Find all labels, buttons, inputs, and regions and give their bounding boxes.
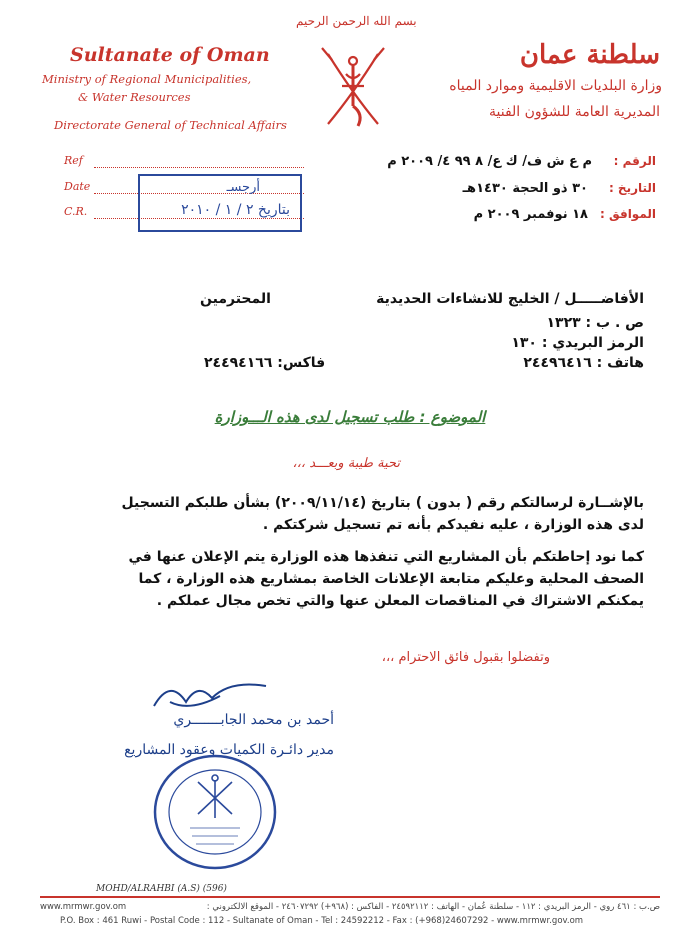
received-stamp [138,174,302,232]
recipient-honorific: المحترمين [200,291,271,307]
recipient-fax: فاكس: ٢٤٤٩٤١٦٦ [204,355,326,371]
footer-initials: MOHD/ALRAHBI (A.S) (596) [96,884,227,894]
signatory-name: أحمد بن محمد الجابـــــــري [173,712,334,728]
ref-label: Ref [64,154,83,167]
letterhead-directorate-ar: المديرية العامة للشؤون الفنية [488,104,660,120]
footer-address-ar: ص.ب : ٤٦١ روي - الرمز البريدي : ١١٢ - سلطنة عُمان - الهاتف : ٢٤٥٩٢١١٢ - الفاكس : (٩٦٨+) ٢٤٦٠٧٢٩٢ - الموقع الالكتروني : [206,902,660,912]
footer-address-en: P.O. Box : 461 Ruwi - Postal Code : 112 - Sultanate of Oman - Tel : 24592212 - Fax : (+968)24607292 - www.mrmwr.gov.om [60,916,584,926]
letterhead-title-en: Sultanate of Oman [70,44,270,66]
footer-divider [40,896,660,898]
letterhead-directorate-en: Directorate General of Technical Affairs [54,118,287,132]
recipient-phone: هاتف : ٢٤٤٩٦٤١٦ [523,355,644,371]
letter-paragraph-1: بالإشــارة لرسالتكم رقم ( بدون ) بتاريخ (٢٠٠٩/١١/١٤) بشأن طلبكم التسجيل لدى هذه الوزارة ، عليه نفيدكم بأنه تم تسجيل شركتكم . [121,495,644,533]
oman-emblem-icon [318,34,388,134]
ar-corr-value: ١٨ نوفمبر ٢٠٠٩ م [473,207,588,222]
footer-web-left[interactable]: www.mrmwr.gov.om [40,902,127,912]
letterhead-ministry-en: Ministry of Regional Municipalities, [42,72,252,86]
cr-label: C.R. [64,205,88,218]
date-label: Date [64,180,91,193]
letterhead-ministry-ar: وزارة البلديات الاقليمية وموارد المياه [449,78,662,94]
official-seal-icon [150,752,280,872]
signatory-title: مدير دائـرة الكميات وعقود المشاريع [124,742,334,758]
letterhead-title-ar: سلطنة عمان [519,40,660,70]
letterhead-ministry-en-2: & Water Resources [78,90,191,104]
stamp-date: بتاريخ ٢ / ١ / ٢٠١٠ [181,202,290,218]
recipient-pobox: ص . ب : ١٣٢٣ [546,315,644,331]
signature-icon [150,672,270,716]
ar-ref-value: م ع ش ف/ ك ع/ ٨ ٩٩ ٤/ ٢٠٠٩ م [387,154,592,169]
recipient-postal: الرمز البريدي : ١٣٠ [511,335,644,351]
letter-subject: الموضوع : طلب تسجيل لدى هذه الـــوزارة [214,408,486,426]
letter-greeting: تحية طيبة وبعـــد ،،، [292,456,400,471]
ar-ref-label: الرقم : [613,154,656,168]
letter-paragraph-2: كما نود إحاطتكم بأن المشاريع التي تنفذها هذه الوزارة يتم الإعلان عنها في الصحف المحلية وعليكم متابعة الإعلانات الخاصة بمشاريع هذه الوزارة ، كما يمكنكم الاشتراك في المناقصات المعلن عنها والتي تخص مجال عملكم . [128,549,644,609]
basmala: بسم الله الرحمن الرحيم [296,14,417,28]
ar-date-value: ٣٠ ذو الحجة ١٤٣٠هـ [462,181,588,196]
ar-corr-label: الموافق : [600,207,656,221]
ref-line [94,166,304,168]
stamp-text: أرجسـ [226,180,260,195]
ar-date-label: التاريخ : [608,181,656,195]
recipient-name: الأفاضـــــل / الخليج للانشاءات الحديدية [376,291,644,307]
letter-closing: وتفضلوا بقبول فائق الاحترام ،،، [381,650,550,665]
